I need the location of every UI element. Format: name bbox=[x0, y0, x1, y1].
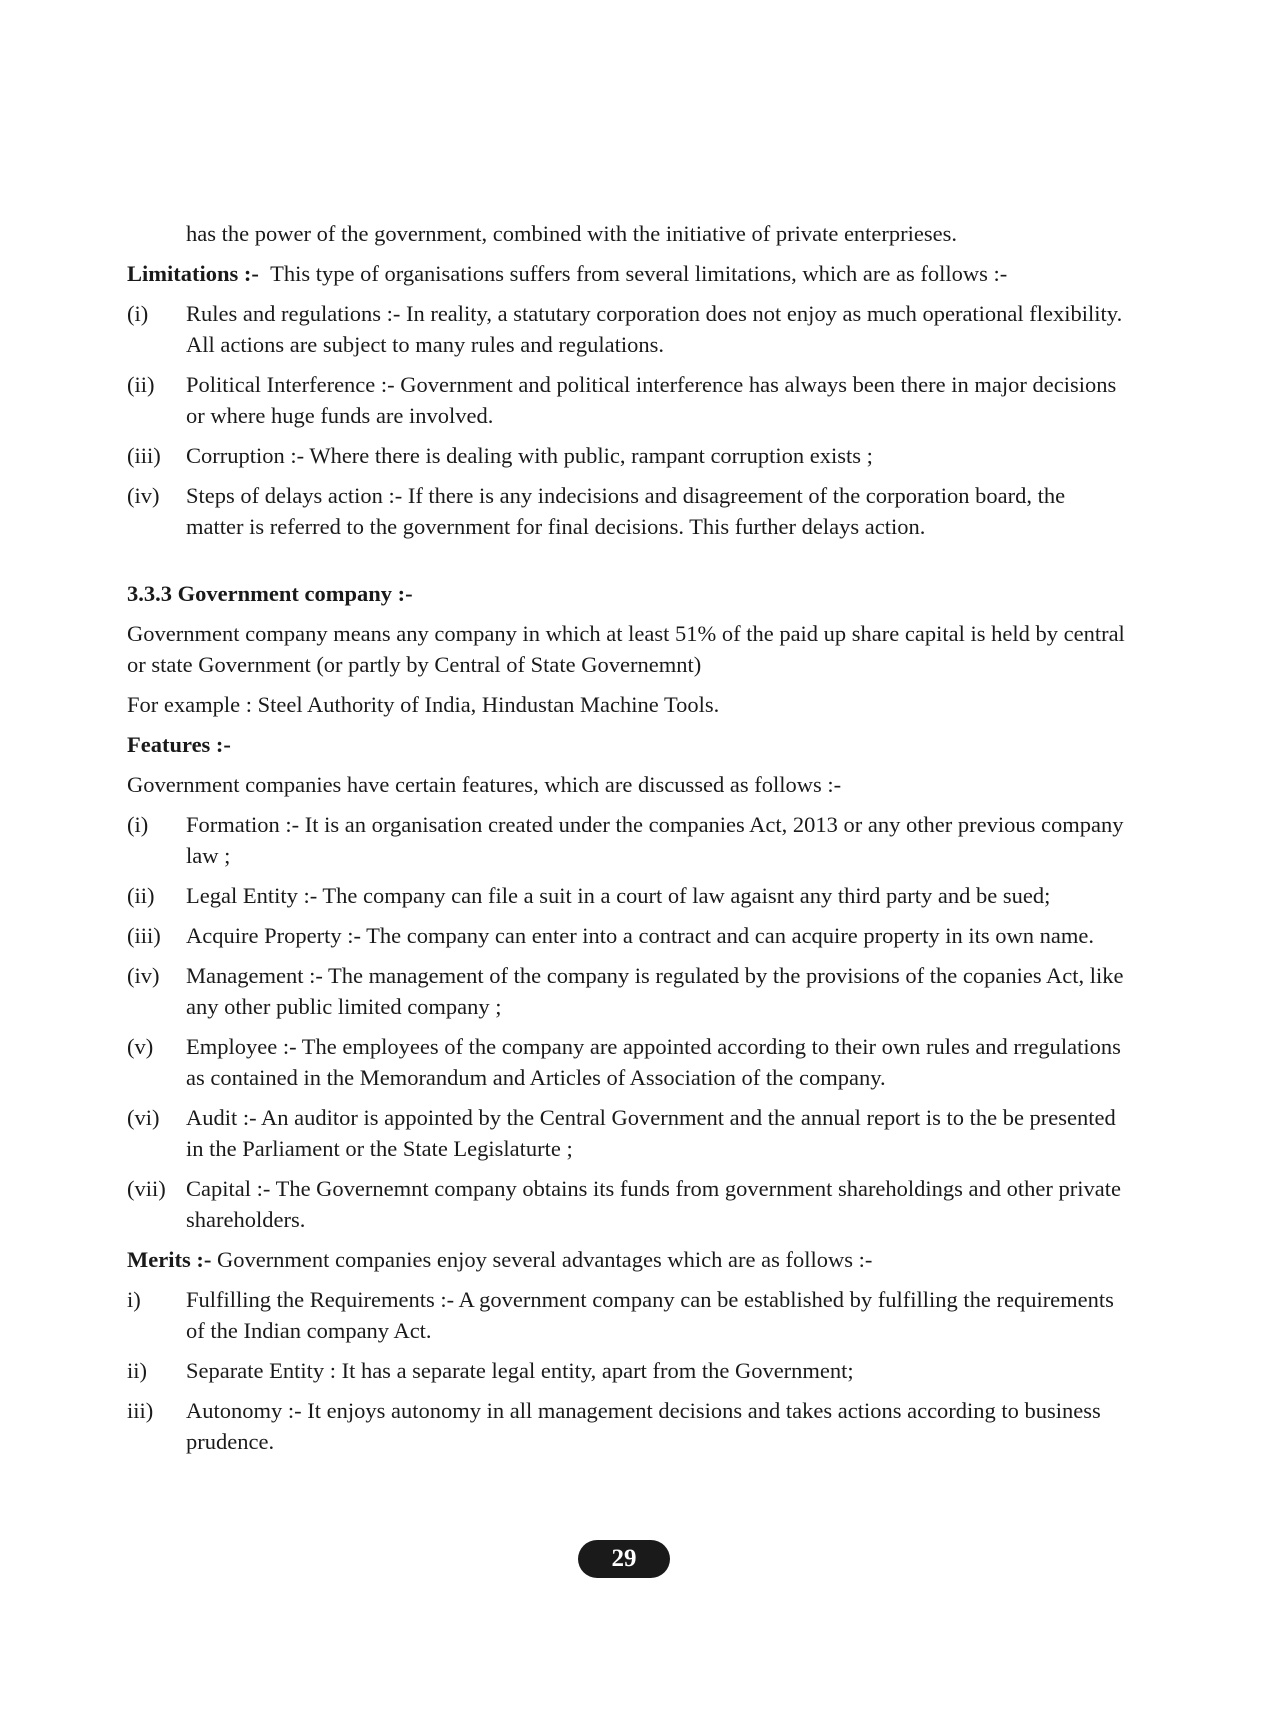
item-text: Separate Entity : It has a separate legal entity, apart from the Government; bbox=[186, 1358, 854, 1383]
item-text: Audit :- An auditor is appointed by the Central Government and the annual report is to the be presented in the Parliament or the State Legislaturte ; bbox=[186, 1105, 1116, 1161]
section-definition: Government company means any company in which at least 51% of the paid up share capital is held by central or state Government (or partly by Central of State Governemnt) bbox=[127, 621, 1125, 677]
list-item bbox=[127, 1102, 1127, 1164]
item-number: (iv) bbox=[127, 483, 160, 508]
item-number: (vii) bbox=[127, 1176, 166, 1201]
merits-intro bbox=[127, 1244, 1127, 1275]
page-body bbox=[127, 218, 1127, 1466]
item-text: Rules and regulations :- In reality, a statutary corporation does not enjoy as much operational flexibility. All actions are subject to many rules and regulations. bbox=[186, 301, 1123, 357]
item-number: (vi) bbox=[127, 1105, 160, 1130]
item-text: Employee :- The employees of the company are appointed according to their own rules and rregulations as contained in the Memorandum and Articles of Association of the company. bbox=[186, 1034, 1121, 1090]
item-text: Steps of delays action :- If there is any indecisions and disagreement of the corporation board, the matter is referred to the government for final decisions. This further delays action. bbox=[186, 483, 1066, 539]
merits-label: Merits :- bbox=[127, 1247, 212, 1272]
list-item bbox=[127, 480, 1127, 542]
list-item bbox=[127, 440, 1127, 471]
page-number: 29 bbox=[578, 1540, 670, 1578]
list-item bbox=[127, 1173, 1127, 1235]
list-item bbox=[127, 960, 1127, 1022]
item-text: Capital :- The Governemnt company obtains its funds from government shareholdings and other private shareholders. bbox=[186, 1176, 1121, 1232]
limitations-label: Limitations :- bbox=[127, 261, 259, 286]
item-number: iii) bbox=[127, 1398, 154, 1423]
item-number: (i) bbox=[127, 301, 149, 326]
merits-text: Government companies enjoy several advantages which are as follows :- bbox=[216, 1247, 873, 1272]
item-number: (iii) bbox=[127, 923, 161, 948]
list-item bbox=[127, 1031, 1127, 1093]
item-text: Acquire Property :- The company can enter into a contract and can acquire property in its own name. bbox=[186, 923, 1094, 948]
item-number: (ii) bbox=[127, 883, 155, 908]
section-heading: 3.3.3 Government company :- bbox=[127, 581, 413, 606]
item-number: (ii) bbox=[127, 372, 155, 397]
item-number: (i) bbox=[127, 812, 149, 837]
limitations-text: This type of organisations suffers from several limitations, which are as follows :- bbox=[270, 261, 1008, 286]
list-item bbox=[127, 880, 1127, 911]
item-number: i) bbox=[127, 1287, 141, 1312]
list-item bbox=[127, 920, 1127, 951]
list-item bbox=[127, 369, 1127, 431]
section-example: For example : Steel Authority of India, Hindustan Machine Tools. bbox=[127, 692, 720, 717]
list-item bbox=[127, 298, 1127, 360]
features-list bbox=[127, 809, 1127, 1235]
item-number: (iv) bbox=[127, 963, 160, 988]
features-intro: Government companies have certain features, which are discussed as follows :- bbox=[127, 772, 842, 797]
features-heading: Features :- bbox=[127, 732, 231, 757]
item-text: Corruption :- Where there is dealing with public, rampant corruption exists ; bbox=[186, 443, 873, 468]
item-text: Fulfilling the Requirements :- A government company can be established by fulfilling the requirements of the Indian company Act. bbox=[186, 1287, 1114, 1343]
item-number: (iii) bbox=[127, 443, 161, 468]
item-text: Legal Entity :- The company can file a suit in a court of law agaisnt any third party and be sued; bbox=[186, 883, 1051, 908]
list-item bbox=[127, 1284, 1127, 1346]
item-text: Formation :- It is an organisation created under the companies Act, 2013 or any other previous company law ; bbox=[186, 812, 1124, 868]
item-text: Political Interference :- Government and political interference has always been there in major decisions or where huge funds are involved. bbox=[186, 372, 1117, 428]
limitations-intro bbox=[127, 258, 1127, 289]
merits-list bbox=[127, 1284, 1127, 1457]
list-item bbox=[127, 1355, 1127, 1386]
item-text: Management :- The management of the company is regulated by the provisions of the copanies Act, like any other public limited company ; bbox=[186, 963, 1124, 1019]
item-text: Autonomy :- It enjoys autonomy in all management decisions and takes actions according to business prudence. bbox=[186, 1398, 1101, 1454]
list-item bbox=[127, 1395, 1127, 1457]
list-item bbox=[127, 809, 1127, 871]
item-number: ii) bbox=[127, 1358, 147, 1383]
item-number: (v) bbox=[127, 1034, 154, 1059]
limitations-list bbox=[127, 298, 1127, 542]
intro-continuation: has the power of the government, combined with the initiative of private enterprieses. bbox=[186, 221, 958, 246]
